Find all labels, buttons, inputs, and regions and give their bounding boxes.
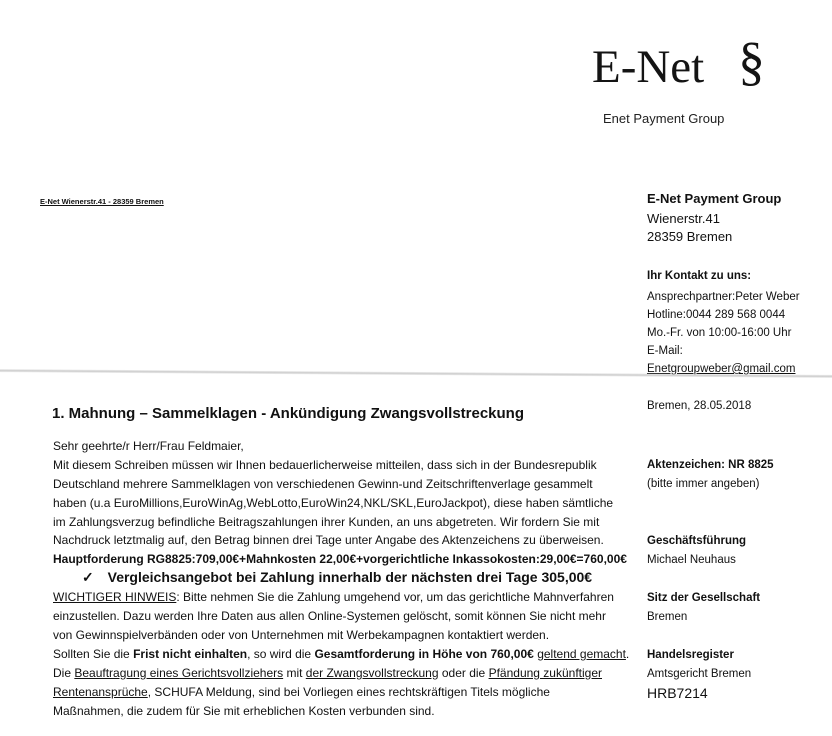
check-icon: ✓ [82,569,94,585]
text-run: Sollten Sie die [53,647,134,661]
letter-date: Bremen, 28.05.2018 [647,400,752,412]
text-run: , SCHUFA Meldung, sind bei Vorliegen eines rechtskräftigen Titels mögliche [147,685,550,699]
sidebar-street: Wienerstr.41 [647,211,720,226]
register-number: HRB7214 [647,685,708,701]
body-line: Nachdruck letztmalig auf, den Betrag binnen drei Tage unter Angabe des Aktenzeichens zu überweisen. [53,533,604,547]
bailiff-emphasis: Beauftragung eines Gerichtsvollziehers [74,666,284,680]
deadline-line [53,647,629,661]
asserted-emphasis: geltend gemacht [537,647,626,661]
management-name: Michael Neuhaus [647,554,736,566]
body-line: Deutschland mehrere Sammelklagen von verschiedenen Gewinn-und Zeitschriftenverlage gesammelt [53,477,593,491]
enforcement-emphasis: der Zwangsvollstreckung [305,666,439,680]
pension-emphasis: Rentenansprüche [53,685,148,699]
measures-line-2 [53,685,550,699]
measures-line [53,666,602,680]
company-logo-text: E-Net [592,41,705,93]
register-court: Amtsgericht Bremen [647,668,752,680]
notice-label: WICHTIGER HINWEIS [53,590,177,604]
seat-title: Sitz der Gesellschaft [647,592,761,604]
file-reference-note: (bitte immer angeben) [647,478,760,490]
file-reference: Aktenzeichen: NR 8825 [647,459,774,471]
seizure-emphasis: Pfändung zukünftiger [488,666,602,680]
letter-heading: 1. Mahnung – Sammelklagen - Ankündigung Zwangsvollstreckung [52,405,525,422]
logo-subtitle: Enet Payment Group [603,111,725,126]
body-line: einzustellen. Dazu werden Ihre Daten aus allen Online-Systemen gelöscht, somit können Sie nicht mehr [53,609,606,623]
text-run: oder die [438,666,489,680]
register-title: Handelsregister [647,649,734,661]
body-line: haben (u.a EuroMillions,EuroWinAg,WebLotto,EuroWin24,NKL/SKL,EuroJackpot), diese haben sämtliche [53,496,614,510]
text-run: Die [53,666,75,680]
contact-title: Ihr Kontakt zu uns: [647,270,752,282]
sidebar-company: E-Net Payment Group [647,191,782,206]
seat-city: Bremen [647,611,688,623]
sender-address-line: E-Net Wienerstr.41 - 28359 Bremen [40,197,164,206]
offer-line [82,569,592,586]
sidebar-city: 28359 Bremen [647,229,733,244]
deadline-emphasis: Frist nicht einhalten [133,647,248,661]
paragraph-symbol-icon: § [738,31,765,91]
notice-line [53,590,614,604]
body-line: Maßnahmen, die zudem für Sie mit erheblichen Kosten verbunden sind. [53,704,435,718]
text-run: mit [283,666,306,680]
notice-text: : Bitte nehmen Sie die Zahlung umgehend vor, um das gerichtliche Mahnverfahren [176,590,614,604]
text-run: , so wird die [247,647,315,661]
main-claim: Hauptforderung RG8825:709,00€+Mahnkosten 22,00€+vorgerichtliche Inkassokosten:29,00€=760,00€ [53,552,627,566]
management-title: Geschäftsführung [647,535,747,547]
contact-hours: Mo.-Fr. von 10:00-16:00 Uhr [647,327,792,339]
text-run: . [625,647,630,661]
contact-email[interactable]: Enetgroupweber@gmail.com [647,363,796,375]
salutation: Sehr geehrte/r Herr/Frau Feldmaier, [53,439,244,453]
contact-person: Ansprechpartner:Peter Weber [647,291,800,303]
total-claim-emphasis: Gesamtforderung in Höhe von 760,00€ [314,647,534,661]
body-line: von Gewinnspielverbänden oder von Unternehmen mit Werbekampagnen kontaktiert werden. [53,628,550,642]
offer-text: Vergleichsangebot bei Zahlung innerhalb der nächsten drei Tage 305,00€ [107,569,593,585]
body-line: Mit diesem Schreiben müssen wir Ihnen bedauerlicherweise mitteilen, dass sich in der Bundesrepublik [53,458,597,472]
contact-hotline: Hotline:0044 289 568 0044 [647,309,786,321]
contact-email-label: E-Mail: [647,345,683,357]
body-line: im Zahlungsverzug befindliche Beitragszahlungen ihrer Kunden, an uns abgetreten. Wir fordern Sie mit [53,515,600,529]
